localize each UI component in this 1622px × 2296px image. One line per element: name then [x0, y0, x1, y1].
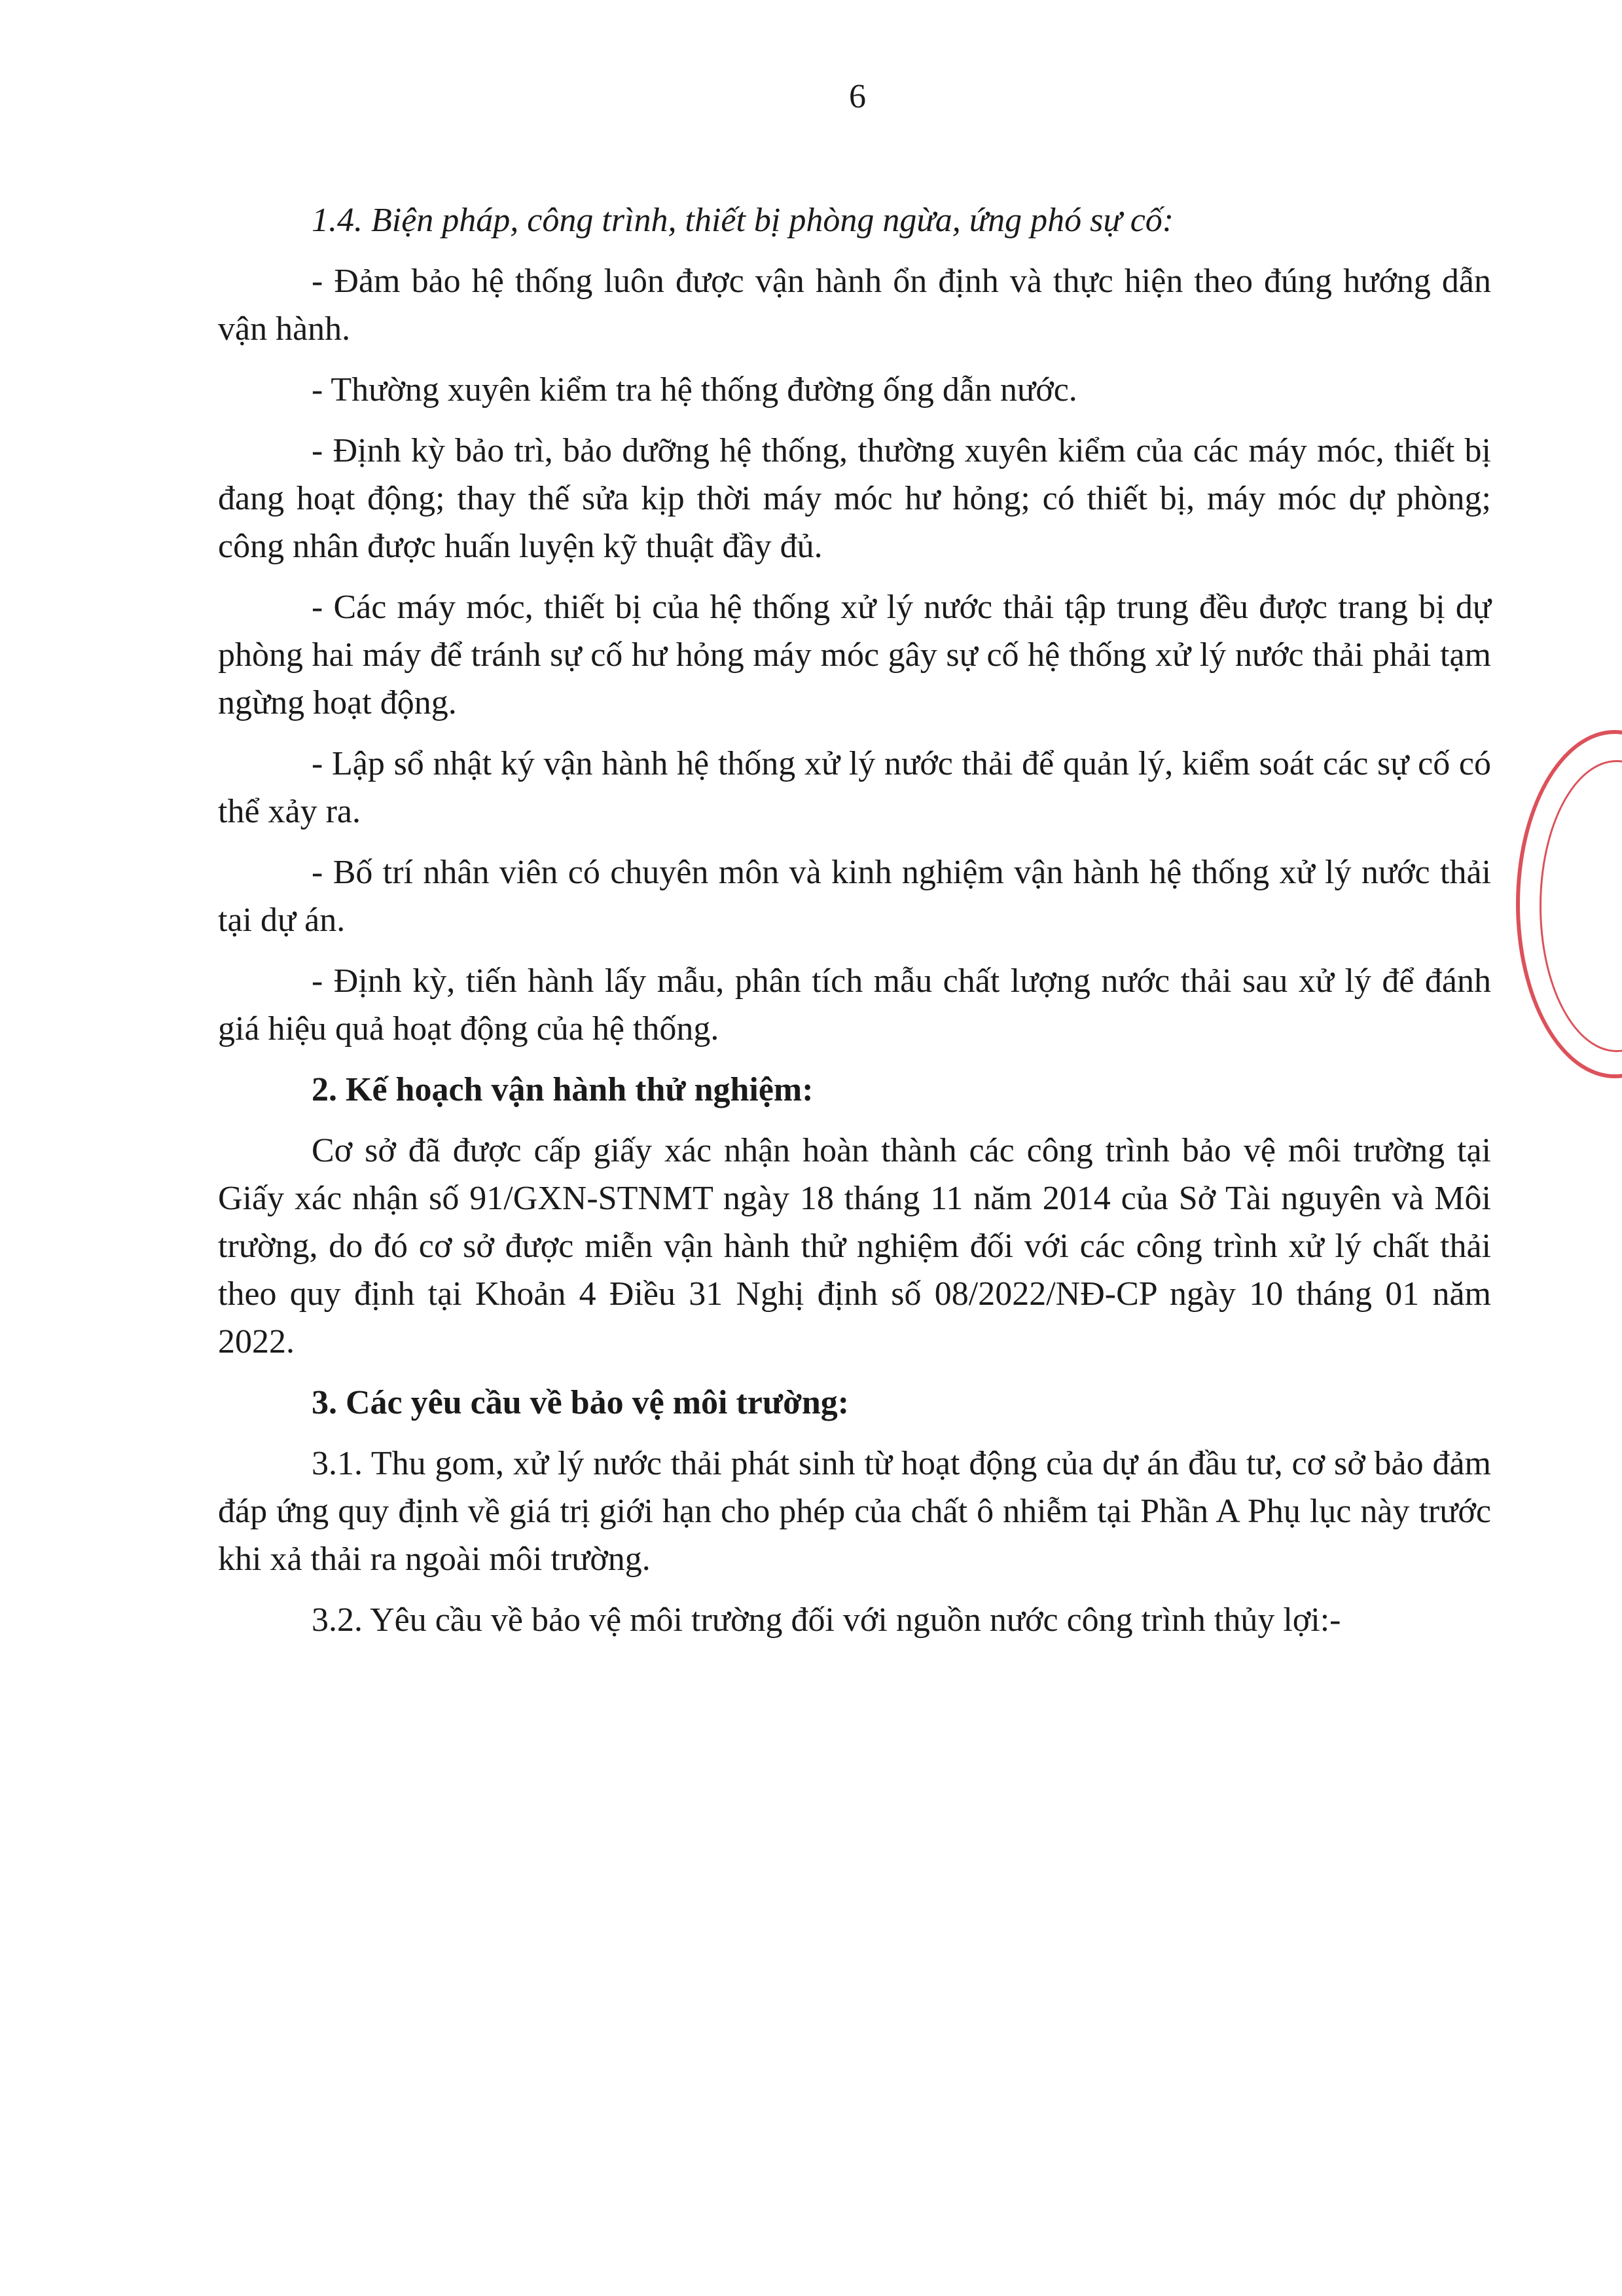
paragraph-3-2: 3.2. Yêu cầu về bảo vệ môi trường đối với nguồn nước công trình thủy lợi:- — [312, 1601, 1341, 1639]
section-heading-3: 3. Các yêu cầu về bảo vệ môi trường: — [312, 1384, 850, 1421]
paragraph-pipe-inspection: - Thường xuyên kiểm tra hệ thống đường ống dẫn nước. — [312, 371, 1077, 409]
paragraph-backup-equipment: - Các máy móc, thiết bị của hệ thống xử lý nước thải tập trung đều được trang bị dự phòng hai máy để tránh sự cố hư hỏng máy móc gây sự cố hệ thống xử lý nước thải phải tạm ngừng hoạt động. — [218, 589, 1491, 721]
paragraph-sampling: - Định kỳ, tiến hành lấy mẫu, phân tích mẫu chất lượng nước thải sau xử lý để đánh giá hiệu quả hoạt động của hệ thống. — [218, 962, 1491, 1048]
section-heading-1-4: 1.4. Biện pháp, công trình, thiết bị phòng ngừa, ứng phó sự cố: — [312, 202, 1174, 239]
page-number: 6 — [849, 78, 866, 115]
paragraph-staffing: - Bố trí nhân viên có chuyên môn và kinh nghiệm vận hành hệ thống xử lý nước thải tại dự án. — [218, 854, 1491, 939]
paragraph-operation-log: - Lập sổ nhật ký vận hành hệ thống xử lý nước thải để quản lý, kiểm soát các sự cố có thể xảy ra. — [218, 745, 1491, 830]
paragraph-maintenance: - Định kỳ bảo trì, bảo dưỡng hệ thống, thường xuyên kiểm của các máy móc, thiết bị đang hoạt động; thay thế sửa kịp thời máy móc hư hỏng; có thiết bị, máy móc dự phòng; công nhân được huấn luyện kỹ thuật đầy đủ. — [218, 432, 1491, 565]
paragraph-trial-operation: Cơ sở đã được cấp giấy xác nhận hoàn thành các công trình bảo vệ môi trường tại Giấy xác nhận số 91/GXN-STNMT ngày 18 tháng 11 năm 2014 của Sở Tài nguyên và Môi trường, do đó cơ sở được miễn vận hành thử nghiệm đối với các công trình xử lý chất thải theo quy định tại Khoản 4 Điều 31 Nghị định số 08/2022/NĐ-CP ngày 10 tháng 01 năm 2022. — [218, 1132, 1491, 1360]
paragraph-3-1: 3.1. Thu gom, xử lý nước thải phát sinh từ hoạt động của dự án đầu tư, cơ sở bảo đảm đáp ứng quy định về giá trị giới hạn cho phép của chất ô nhiễm tại Phần A Phụ lục này trước khi xả thải ra ngoài môi trường. — [218, 1445, 1491, 1578]
paragraph-operation-stability: - Đảm bảo hệ thống luôn được vận hành ổn định và thực hiện theo đúng hướng dẫn vận hành. — [218, 263, 1491, 348]
red-seal-inner-ring — [1540, 760, 1622, 1052]
red-seal-stamp — [1516, 730, 1622, 1078]
document-body — [218, 196, 1491, 1657]
section-heading-2: 2. Kế hoạch vận hành thử nghiệm: — [312, 1071, 814, 1108]
